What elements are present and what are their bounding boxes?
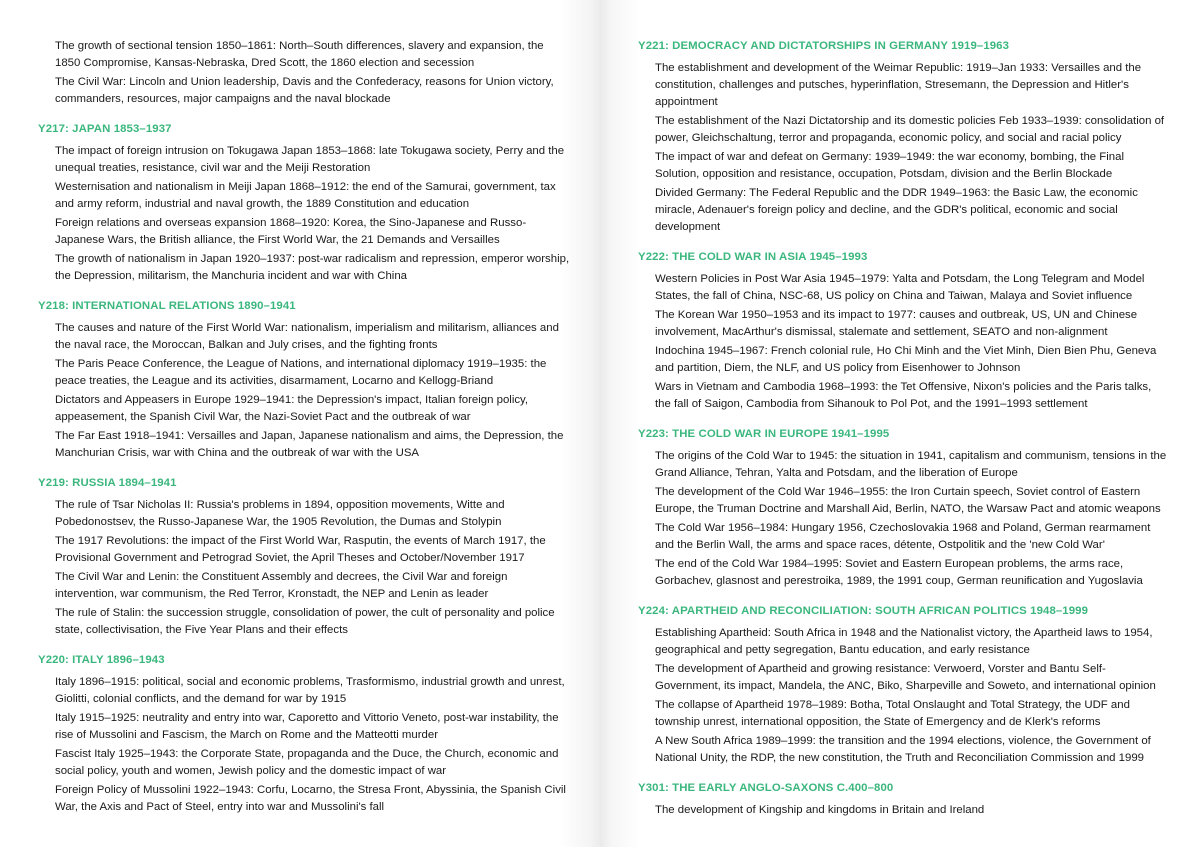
topic-item: The growth of sectional tension 1850–1861: North–South differences, slavery and expansion, the 1850 Compromise, Kansas-Nebraska, Dred Scott, the 1860 election and secession	[55, 40, 544, 70]
section-y224	[638, 603, 1170, 767]
section-y222	[638, 249, 1170, 413]
section-heading: Y219: RUSSIA 1894–1941	[38, 477, 177, 490]
section-heading: Y221: DEMOCRACY AND DICTATORSHIPS IN GERMANY 1919–1963	[638, 40, 1010, 52]
topic-item: Wars in Vietnam and Cambodia 1968–1993: the Tet Offensive, Nixon's policies and the Paris talks, the fall of Saigon, Cambodia from Sihanouk to Pol Pot, and the 1991–1993 settlement	[655, 381, 1152, 411]
topic-item: Foreign Policy of Mussolini 1922–1943: Corfu, Locarno, the Stresa Front, Abyssinia, the Spanish Civil War, the Axis and Pact of Steel, entry into war and Mussolini's fall	[55, 784, 566, 814]
section-y221	[638, 38, 1170, 236]
topic-item: The Civil War: Lincoln and Union leadership, Davis and the Confederacy, reasons for Union victory, commanders, resources, major campaigns and the naval blockade	[55, 76, 554, 106]
topic-item: Indochina 1945–1967: French colonial rule, Ho Chi Minh and the Viet Minh, Dien Bien Phu, Geneva and partition, Diem, the NLF, and US policy from Eisenhower to Johnson	[655, 345, 1157, 375]
topic-item: The establishment of the Nazi Dictatorship and its domestic policies Feb 1933–1939: consolidation of power, Gleichschaltung, terror and propaganda, economic policy, and social and racial policy	[655, 114, 1165, 144]
topic-item: The 1917 Revolutions: the impact of the First World War, Rasputin, the events of March 1917, the Provisional Government and Petrograd Soviet, the April Theses and October/November 1917	[55, 535, 546, 565]
topic-item: Establishing Apartheid: South Africa in 1948 and the Nationalist victory, the Apartheid laws to 1954, geographical and petty segregation, Bantu education, and early resistance	[655, 627, 1153, 657]
section-y301	[638, 780, 1170, 819]
topic-item: Divided Germany: The Federal Republic and the DDR 1949–1963: the Basic Law, the economic miracle, Adenauer's foreign policy and decline, and the GDR's political, economic and social development	[655, 186, 1138, 234]
section-heading: Y301: THE EARLY ANGLO-SAXONS C.400–800	[638, 782, 894, 795]
section-y220	[38, 652, 570, 816]
topic-item: Italy 1915–1925: neutrality and entry into war, Caporetto and Vittorio Veneto, post-war instability, the rise of Mussolini and Fascism, the March on Rome and the Matteotti murder	[55, 712, 559, 742]
right-page	[600, 0, 1200, 847]
topic-item: The impact of war and defeat on Germany: 1939–1949: the war economy, bombing, the Final Solution, opposition and resistance, occupation, Potsdam, division and the Berlin Blockade	[655, 150, 1124, 180]
topic-item: Foreign relations and overseas expansion 1868–1920: Korea, the Sino-Japanese and Russo-Japanese Wars, the British alliance, the First World War, the 21 Demands and Versailles	[55, 217, 527, 247]
topic-item: The Paris Peace Conference, the League of Nations, and international diplomacy 1919–1935: the peace treaties, the League and its activities, disarmament, Locarno and Kellogg-Briand	[55, 358, 547, 388]
section-y219	[38, 475, 570, 639]
topic-item: The Cold War 1956–1984: Hungary 1956, Czechoslovakia 1968 and Poland, German rearmament and the Berlin Wall, the arms and space races, détente, Ostpolitik and the 'new Cold War'	[655, 522, 1151, 552]
topic-item: Westernisation and nationalism in Meiji Japan 1868–1912: the end of the Samurai, government, tax and army reform, industrial and naval growth, the 1889 Constitution and education	[55, 181, 556, 211]
continuation-list	[38, 38, 570, 108]
topic-item: The growth of nationalism in Japan 1920–1937: post-war radicalism and repression, emperor worship, the Depression, militarism, the Manchuria incident and war with China	[55, 253, 570, 283]
topic-item: Italy 1896–1915: political, social and economic problems, Trasformismo, industrial growth and unrest, Giolitti, colonial conflicts, and the demand for war by 1915	[55, 676, 565, 706]
section-heading: Y218: INTERNATIONAL RELATIONS 1890–1941	[38, 300, 296, 313]
topic-item: Dictators and Appeasers in Europe 1929–1941: the Depression's impact, Italian foreign policy, appeasement, the Spanish Civil War, the Nazi-Soviet Pact and the outbreak of war	[55, 394, 529, 424]
section-heading: Y222: THE COLD WAR IN ASIA 1945–1993	[638, 251, 868, 264]
section-y218	[38, 298, 570, 462]
topic-item: The rule of Tsar Nicholas II: Russia's problems in 1894, opposition movements, Witte and Pobedonostsev, the Russo-Japanese War, the 1905 Revolution, the Dumas and Stolypin	[55, 499, 505, 529]
section-y217	[38, 121, 570, 285]
topic-item: The end of the Cold War 1984–1995: Soviet and Eastern European problems, the arms race, Gorbachev, glasnost and perestroika, 1989, the 1991 coup, German reunification and Yugoslavia	[655, 558, 1143, 588]
topic-item: The Far East 1918–1941: Versailles and Japan, Japanese nationalism and aims, the Depression, the Manchurian Crisis, war with China and the outbreak of war with the USA	[55, 430, 564, 460]
topic-item: The establishment and development of the Weimar Republic: 1919–Jan 1933: Versailles and the constitution, challenges and putsches, hyperinflation, Stresemann, the Depression and Hitler's appointment	[655, 61, 1142, 108]
topic-item: The rule of Stalin: the succession struggle, consolidation of power, the cult of personality and police state, collectivisation, the Five Year Plans and their effects	[55, 607, 555, 637]
topic-item: The Civil War and Lenin: the Constituent Assembly and decrees, the Civil War and foreign intervention, war communism, the Red Terror, Kronstadt, the NEP and Lenin as leader	[55, 571, 508, 601]
topic-item: The development of Apartheid and growing resistance: Verwoerd, Vorster and Bantu Self-Government, its impact, Mandela, the ANC, Biko, Sharpeville and Soweto, and international opinion	[655, 663, 1156, 693]
section-y223	[638, 426, 1170, 590]
topic-item: The development of Kingship and kingdoms in Britain and Ireland	[655, 804, 985, 816]
topic-item: The impact of foreign intrusion on Tokugawa Japan 1853–1868: late Tokugawa society, Perry and the unequal treaties, resistance, civil war and the Meiji Restoration	[55, 145, 565, 175]
topic-item: The collapse of Apartheid 1978–1989: Botha, Total Onslaught and Total Strategy, the UDF and township unrest, international opposition, the State of Emergency and de Klerk's reforms	[655, 699, 1130, 729]
topic-item: The development of the Cold War 1946–1955: the Iron Curtain speech, Soviet control of Eastern Europe, the Truman Doctrine and Marshall Aid, Berlin, NATO, the Warsaw Pact and atomic weapons	[655, 486, 1161, 516]
topic-item: The Korean War 1950–1953 and its impact to 1977: causes and outbreak, US, UN and Chinese involvement, MacArthur's dismissal, stalemate and settlement, SEATO and non-alignment	[655, 309, 1138, 339]
topic-item: The causes and nature of the First World War: nationalism, imperialism and militarism, alliances and the naval race, the Moroccan, Balkan and July crises, and the fighting fronts	[55, 322, 559, 352]
section-heading: Y217: JAPAN 1853–1937	[38, 123, 172, 136]
section-heading: Y224: APARTHEID AND RECONCILIATION: SOUTH AFRICAN POLITICS 1948–1999	[638, 605, 1089, 618]
topic-item: A New South Africa 1989–1999: the transition and the 1994 elections, violence, the Government of National Unity, the RDP, the new constitution, the Truth and Reconciliation Commission and 1999	[655, 735, 1151, 765]
section-heading: Y223: THE COLD WAR IN EUROPE 1941–1995	[638, 428, 890, 441]
topic-item: Fascist Italy 1925–1943: the Corporate State, propaganda and the Duce, the Church, economic and social policy, youth and women, Jewish policy and the domestic impact of war	[55, 748, 559, 778]
topic-item: Western Policies in Post War Asia 1945–1979: Yalta and Potsdam, the Long Telegram and Model States, the fall of China, NSC-68, US policy on China and Taiwan, Malaya and Soviet influence	[655, 273, 1145, 303]
topic-item: The origins of the Cold War to 1945: the situation in 1941, capitalism and communism, tensions in the Grand Alliance, Tehran, Yalta and Potsdam, and the liberation of Europe	[655, 450, 1167, 480]
section-heading: Y220: ITALY 1896–1943	[38, 654, 165, 667]
